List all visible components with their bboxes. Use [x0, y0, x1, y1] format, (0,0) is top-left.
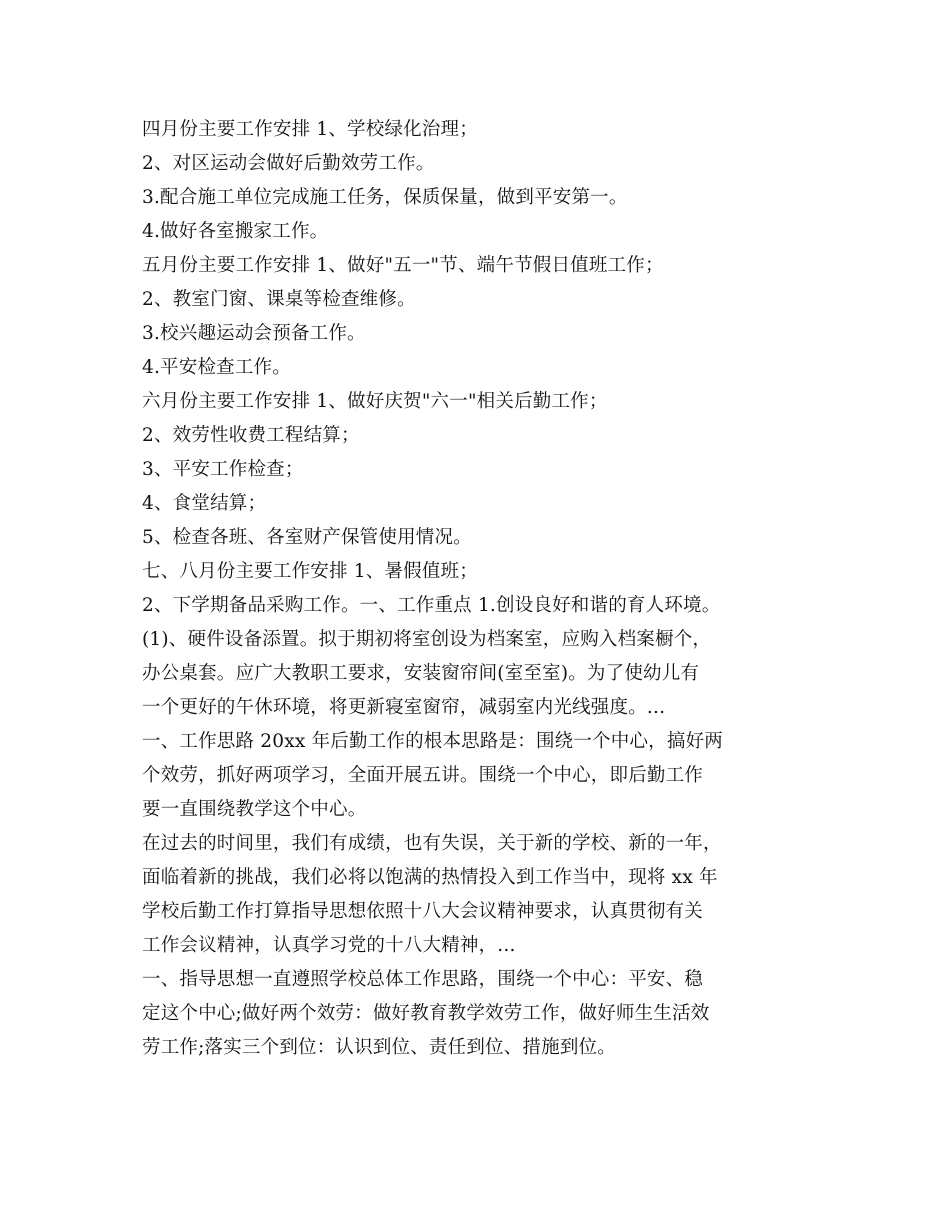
document-body: [142, 113, 832, 1065]
text-line: 工作会议精神，认真学习党的十八大精神，...: [142, 935, 516, 956]
text-line: 劳工作;落实三个到位：认识到位、责任到位、措施到位。: [142, 1037, 616, 1058]
text-line: 2、效劳性收费工程结算；: [142, 425, 360, 446]
text-line: 在过去的时间里，我们有成绩，也有失误，关于新的学校、新的一年，: [142, 833, 722, 854]
text-line: 2、教室门窗、课桌等检查维修。: [142, 289, 416, 310]
text-line: 四月份主要工作安排 1、学校绿化治理；: [142, 119, 478, 140]
text-line: 4、食堂结算；: [142, 493, 267, 514]
text-line: 七、八月份主要工作安排 1、暑假值班；: [142, 561, 478, 582]
text-line: 一、工作思路 20xx 年后勤工作的根本思路是：围绕一个中心，搞好两: [142, 731, 723, 752]
text-line: 4.做好各室搬家工作。: [142, 221, 329, 242]
text-line: 六月份主要工作安排 1、做好庆贺"六一"相关后勤工作；: [142, 391, 608, 412]
text-line: 一、指导思想一直遵照学校总体工作思路，围绕一个中心：平安、稳: [142, 969, 704, 990]
text-line: 一个更好的午休环境，将更新寝室窗帘，减弱室内光线强度。...: [142, 697, 666, 718]
text-line: 2、下学期备品采购工作。一、工作重点 1.创设良好和谐的育人环境。: [142, 595, 721, 616]
text-line: (1)、硬件设备添置。拟于期初将室创设为档案室，应购入档案橱个，: [142, 629, 712, 650]
text-line: 五月份主要工作安排 1、做好"五一"节、端午节假日值班工作；: [142, 255, 664, 276]
text-line: 面临着新的挑战，我们必将以饱满的热情投入到工作当中，现将 xx 年: [142, 867, 718, 888]
text-line: 个效劳，抓好两项学习，全面开展五讲。围绕一个中心，即后勤工作: [142, 765, 704, 786]
text-line: 2、对区运动会做好后勤效劳工作。: [142, 153, 435, 174]
text-line: 4.平安检查工作。: [142, 357, 291, 378]
text-line: 定这个中心;做好两个效劳：做好教育教学效劳工作，做好师生生活效: [142, 1003, 710, 1024]
text-line: 5、检查各班、各室财产保管使用情况。: [142, 527, 472, 548]
text-line: 3.配合施工单位完成施工任务，保质保量，做到平安第一。: [142, 187, 628, 208]
text-line: 学校后勤工作打算指导思想依照十八大会议精神要求，认真贯彻有关: [142, 901, 704, 922]
text-line: 办公桌套。应广大教职工要求，安装窗帘间(室至室)。为了使幼儿有: [142, 663, 700, 684]
text-line: 要一直围绕教学这个中心。: [142, 799, 367, 820]
text-line: 3.校兴趣运动会预备工作。: [142, 323, 366, 344]
text-line: 3、平安工作检查；: [142, 459, 304, 480]
